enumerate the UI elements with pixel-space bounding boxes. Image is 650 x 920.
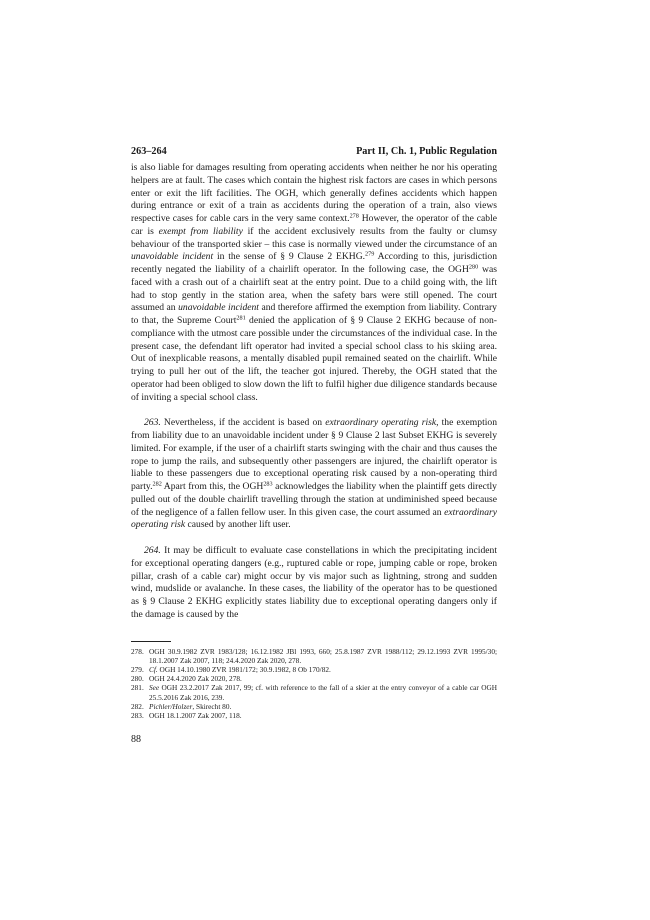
margin-numbers-range: 263–264 <box>131 146 167 157</box>
footnote-282: 282. Pichler/Holzer, Skirecht 80. <box>131 701 232 711</box>
footnote-281: 281. See OGH 23.2.2017 Zak 2017, 99; cf. with reference to the fall of a skier at the entry conveyor of a cable car OGH 25.5.2016 Zak 2016, 239. <box>131 683 497 702</box>
footnote-ref-280[interactable]: 280 <box>468 263 479 271</box>
footnotes <box>131 647 497 721</box>
body-text <box>131 162 497 622</box>
footnote-ref-281[interactable]: 281 <box>236 314 246 322</box>
running-header <box>131 146 497 157</box>
footnote-ref-282[interactable]: 282 <box>152 480 162 488</box>
margin-number-263: 263. <box>144 417 161 429</box>
footnote-283: 283. OGH 18.1.2007 Zak 2007, 118. <box>131 710 242 720</box>
page-number: 88 <box>131 734 141 746</box>
chapter-title: Part II, Ch. 1, Public Regulation <box>356 146 497 157</box>
footnote-279: 279. Cf. OGH 14.10.1980 ZVR 1981/172; 30.9.1982, 8 Ob 170/82. <box>131 664 331 674</box>
book-page <box>131 146 497 745</box>
footnote-280: 280. OGH 24.4.2020 Zak 2020, 278. <box>131 674 242 684</box>
paragraph-continued: is also liable for damages resulting from operating accidents when neither he nor his operating helpers are at fault. The cases which contain the highest risk factors are cases in which persons enter or exit the lift facilities. The OGH, which generally defines accidents which happen during entrance or exit of a train as accidents during the operation of a train, also views respective cases for cable cars in the very same context.$^{278}$ However, the operator of the cable car is exempt from liability if the accident exclusively results from the faulty or clumsy behaviour of the transported skier – this case is normally viewed under the circumstance of an unavoidable incident in the sense of § 9 Clause 2 EKHG.$^{279}$ According to this, jurisdiction recently negated the liability of a chairlift operator. In the following case, the OGH$^{280}$ was faced with a crash out of a chairlift seat at the entry point. Due to a child going with, the lift had to stop gently in the station area, when the safety bars were still opened. The court assumed an unavoidable incident and therefore affirmed the exemption from liability. Contrary to that, the Supreme Court$^{281}$ denied the application of § 9 Clause 2 EKHG because of non-compliance with the utmost care possible under the circumstances of the individual case. In the present case, the defendant lift operator had invited a special school class to his skiing area. Out of inexplicable reasons, a mentally disabled pupil remained seated on the chairlift. While trying to pull her out of the lift, the teacher got injured. Thereby, the OGH stated that the operator had been obliged to slow down the lift to fulfil higher due diligence standards because of inviting a special school class. <box>131 162 497 403</box>
paragraph-263: 263. Nevertheless, if the accident is based on extraordinary operating risk, the exemption from liability due to an unavoidable incident under § 9 Clause 2 last Subset EKHG is severely limited. For example, if the user of a chairlift starts swinging with the chair and thus causes the rope to jump the rails, and subsequently other passengers are injured, the chairlift operator is liable to these passengers due to exceptional operating risk caused by a non-operating third party.$^{282}$ Apart from this, the OGH$^{283}$ acknowledges the liability when the plaintiff gets directly pulled out of the double chairlift travelling through the station at undiminished speed because of the negligence of a fallen fellow user. In this given case, the court assumed an extraordinary operating risk caused by another lift user. <box>131 417 497 531</box>
margin-number-264: 264. <box>144 545 161 556</box>
footnote-ref-279[interactable]: 279 <box>365 250 375 258</box>
footnote-278: 278. OGH 30.9.1982 ZVR 1983/128; 16.12.1982 JBl 1993, 660; 25.8.1987 ZVR 1988/112; 29.12.1993 ZVR 1995/30; 18.1.2007 Zak 2007, 118; 24.4.2020 Zak 2020, 278. <box>131 646 497 665</box>
footnote-divider <box>131 641 171 642</box>
paragraph-264: 264. It may be difficult to evaluate case constellations in which the precipitating incident for exceptional operating dangers (e.g., ruptured cable or rope, jumping cable or rope, broken pillar, crash of a cable car) might occur by vis major such as lightning, strong and sudden wind, mudslide or avalanche. In these cases, the liability of the operator has to be questioned as § 9 Clause 2 EKHG explicitly states liability due to exceptional operating dangers only if the damage is caused by the <box>131 545 497 620</box>
footnote-ref-283[interactable]: 283 <box>263 480 273 488</box>
footnote-ref-278[interactable]: 278 <box>349 212 359 220</box>
